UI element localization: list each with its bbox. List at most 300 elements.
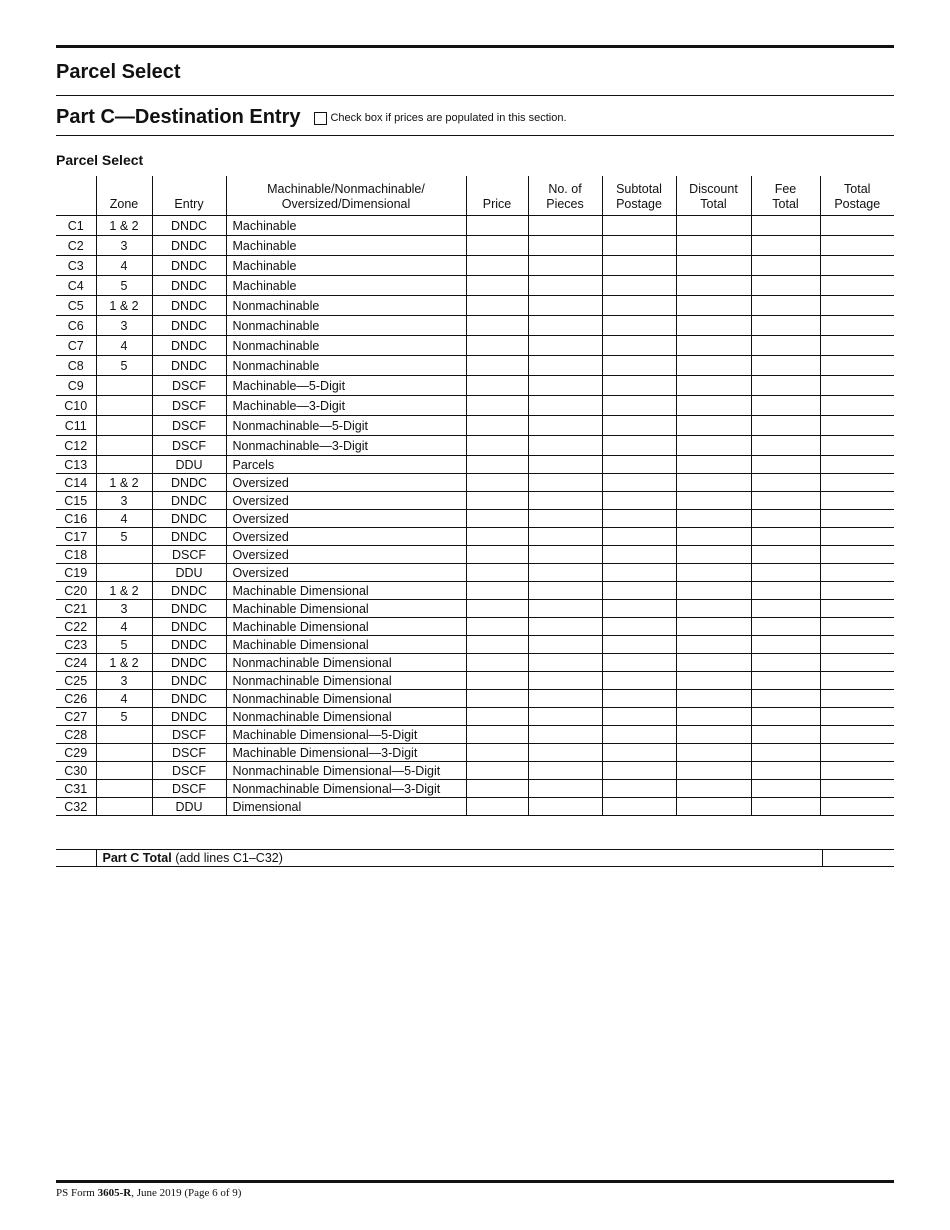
total-postage-field[interactable] bbox=[820, 492, 894, 510]
subtotal-postage-field[interactable] bbox=[602, 296, 676, 316]
discount-total-field[interactable] bbox=[676, 276, 751, 296]
discount-total-field[interactable] bbox=[676, 582, 751, 600]
subtotal-postage-field[interactable] bbox=[602, 744, 676, 762]
description-cell: Machinable bbox=[226, 236, 466, 256]
price-field[interactable] bbox=[466, 236, 528, 256]
line-number: C5 bbox=[56, 296, 96, 316]
price-field[interactable] bbox=[466, 376, 528, 396]
line-number: C24 bbox=[56, 654, 96, 672]
description-cell: Oversized bbox=[226, 546, 466, 564]
total-postage-field[interactable] bbox=[820, 456, 894, 474]
pieces-field[interactable] bbox=[528, 618, 602, 636]
line-number: C19 bbox=[56, 564, 96, 582]
pieces-field[interactable] bbox=[528, 296, 602, 316]
pieces-field[interactable] bbox=[528, 492, 602, 510]
description-cell: Nonmachinable Dimensional—3-Digit bbox=[226, 780, 466, 798]
pieces-field[interactable] bbox=[528, 726, 602, 744]
pieces-field[interactable] bbox=[528, 436, 602, 456]
discount-total-field[interactable] bbox=[676, 672, 751, 690]
total-postage-field[interactable] bbox=[820, 296, 894, 316]
entry-type-cell: DSCF bbox=[152, 744, 226, 762]
line-number: C17 bbox=[56, 528, 96, 546]
pieces-field[interactable] bbox=[528, 546, 602, 564]
prices-populated-checkbox[interactable] bbox=[314, 112, 566, 125]
total-postage-field[interactable] bbox=[820, 762, 894, 780]
discount-total-field[interactable] bbox=[676, 296, 751, 316]
discount-total-field[interactable] bbox=[676, 798, 751, 816]
fee-total-field[interactable] bbox=[751, 762, 820, 780]
fee-total-field[interactable] bbox=[751, 582, 820, 600]
discount-total-field[interactable] bbox=[676, 474, 751, 492]
fee-total-field[interactable] bbox=[751, 798, 820, 816]
subtotal-postage-field[interactable] bbox=[602, 528, 676, 546]
description-cell: Nonmachinable—5-Digit bbox=[226, 416, 466, 436]
total-postage-field[interactable] bbox=[820, 546, 894, 564]
total-postage-field[interactable] bbox=[820, 744, 894, 762]
price-field[interactable] bbox=[466, 316, 528, 336]
discount-total-field[interactable] bbox=[676, 216, 751, 236]
total-postage-field[interactable] bbox=[820, 336, 894, 356]
col-header-pieces: No. of Pieces bbox=[528, 176, 602, 216]
total-postage-field[interactable] bbox=[820, 600, 894, 618]
zone-cell bbox=[96, 396, 152, 416]
line-number: C20 bbox=[56, 582, 96, 600]
pieces-field[interactable] bbox=[528, 762, 602, 780]
price-field[interactable] bbox=[466, 600, 528, 618]
fee-total-field[interactable] bbox=[751, 690, 820, 708]
pieces-field[interactable] bbox=[528, 690, 602, 708]
line-number: C15 bbox=[56, 492, 96, 510]
price-field[interactable] bbox=[466, 456, 528, 474]
pieces-field[interactable] bbox=[528, 316, 602, 336]
entry-type-cell: DNDC bbox=[152, 618, 226, 636]
description-cell: Nonmachinable bbox=[226, 336, 466, 356]
section-title: Parcel Select bbox=[56, 152, 144, 168]
discount-total-field[interactable] bbox=[676, 396, 751, 416]
description-cell: Machinable bbox=[226, 216, 466, 236]
line-number: C25 bbox=[56, 672, 96, 690]
description-cell: Oversized bbox=[226, 474, 466, 492]
entry-type-cell: DSCF bbox=[152, 416, 226, 436]
total-postage-field[interactable] bbox=[820, 356, 894, 376]
table-row bbox=[56, 396, 894, 416]
zone-cell: 3 bbox=[96, 672, 152, 690]
table-row bbox=[56, 510, 894, 528]
description-cell: Oversized bbox=[226, 510, 466, 528]
entry-type-cell: DNDC bbox=[152, 636, 226, 654]
price-field[interactable] bbox=[466, 672, 528, 690]
fee-total-field[interactable] bbox=[751, 456, 820, 474]
total-postage-field[interactable] bbox=[820, 618, 894, 636]
total-postage-field[interactable] bbox=[820, 216, 894, 236]
description-cell: Machinable bbox=[226, 276, 466, 296]
pieces-field[interactable] bbox=[528, 216, 602, 236]
total-postage-field[interactable] bbox=[820, 708, 894, 726]
zone-cell bbox=[96, 744, 152, 762]
entry-type-cell: DNDC bbox=[152, 276, 226, 296]
fee-total-field[interactable] bbox=[751, 276, 820, 296]
fee-total-field[interactable] bbox=[751, 564, 820, 582]
discount-total-field[interactable] bbox=[676, 456, 751, 474]
page-title: Parcel Select bbox=[56, 61, 181, 83]
discount-total-field[interactable] bbox=[676, 528, 751, 546]
description-cell: Nonmachinable Dimensional bbox=[226, 654, 466, 672]
entry-type-cell: DNDC bbox=[152, 356, 226, 376]
discount-total-field[interactable] bbox=[676, 356, 751, 376]
line-number: C8 bbox=[56, 356, 96, 376]
subtotal-postage-field[interactable] bbox=[602, 726, 676, 744]
total-blank bbox=[56, 850, 96, 867]
total-postage-field[interactable] bbox=[820, 416, 894, 436]
line-number: C6 bbox=[56, 316, 96, 336]
zone-cell bbox=[96, 798, 152, 816]
line-number: C9 bbox=[56, 376, 96, 396]
zone-cell bbox=[96, 416, 152, 436]
fee-total-field[interactable] bbox=[751, 236, 820, 256]
pieces-field[interactable] bbox=[528, 564, 602, 582]
table-row bbox=[56, 316, 894, 336]
fee-total-field[interactable] bbox=[751, 744, 820, 762]
discount-total-field[interactable] bbox=[676, 236, 751, 256]
divider bbox=[56, 95, 894, 96]
fee-total-field[interactable] bbox=[751, 356, 820, 376]
zone-cell: 3 bbox=[96, 492, 152, 510]
discount-total-field[interactable] bbox=[676, 564, 751, 582]
pieces-field[interactable] bbox=[528, 708, 602, 726]
discount-total-field[interactable] bbox=[676, 762, 751, 780]
description-cell: Parcels bbox=[226, 456, 466, 474]
price-field[interactable] bbox=[466, 636, 528, 654]
pieces-field[interactable] bbox=[528, 474, 602, 492]
footer-form-number: 3605-R bbox=[97, 1187, 132, 1199]
subtotal-postage-field[interactable] bbox=[602, 436, 676, 456]
fee-total-field[interactable] bbox=[751, 256, 820, 276]
discount-total-field[interactable] bbox=[676, 600, 751, 618]
pieces-field[interactable] bbox=[528, 376, 602, 396]
line-number: C16 bbox=[56, 510, 96, 528]
total-postage-field[interactable] bbox=[820, 396, 894, 416]
price-field[interactable] bbox=[466, 744, 528, 762]
checkbox-box[interactable] bbox=[314, 112, 327, 125]
entry-type-cell: DSCF bbox=[152, 780, 226, 798]
discount-total-field[interactable] bbox=[676, 436, 751, 456]
entry-type-cell: DNDC bbox=[152, 492, 226, 510]
line-number: C21 bbox=[56, 600, 96, 618]
entry-type-cell: DSCF bbox=[152, 726, 226, 744]
price-field[interactable] bbox=[466, 296, 528, 316]
fee-total-field[interactable] bbox=[751, 316, 820, 336]
pieces-field[interactable] bbox=[528, 582, 602, 600]
table-row bbox=[56, 216, 894, 236]
line-number: C7 bbox=[56, 336, 96, 356]
subtotal-postage-field[interactable] bbox=[602, 474, 676, 492]
price-field[interactable] bbox=[466, 762, 528, 780]
total-postage-field[interactable] bbox=[820, 276, 894, 296]
total-label-bold: Part C Total bbox=[102, 851, 172, 865]
subtotal-postage-field[interactable] bbox=[602, 582, 676, 600]
price-field[interactable] bbox=[466, 396, 528, 416]
discount-total-field[interactable] bbox=[676, 546, 751, 564]
price-field[interactable] bbox=[466, 546, 528, 564]
pieces-field[interactable] bbox=[528, 416, 602, 436]
discount-total-field[interactable] bbox=[676, 744, 751, 762]
description-cell: Machinable Dimensional—5-Digit bbox=[226, 726, 466, 744]
line-number: C3 bbox=[56, 256, 96, 276]
pieces-field[interactable] bbox=[528, 236, 602, 256]
discount-total-field[interactable] bbox=[676, 708, 751, 726]
subtotal-postage-field[interactable] bbox=[602, 654, 676, 672]
pieces-field[interactable] bbox=[528, 744, 602, 762]
discount-total-field[interactable] bbox=[676, 336, 751, 356]
line-number: C14 bbox=[56, 474, 96, 492]
table-row bbox=[56, 356, 894, 376]
price-field[interactable] bbox=[466, 336, 528, 356]
pieces-field[interactable] bbox=[528, 356, 602, 376]
subtotal-postage-field[interactable] bbox=[602, 798, 676, 816]
subtotal-postage-field[interactable] bbox=[602, 416, 676, 436]
price-field[interactable] bbox=[466, 528, 528, 546]
subtotal-postage-field[interactable] bbox=[602, 690, 676, 708]
entry-type-cell: DDU bbox=[152, 798, 226, 816]
footer-rule bbox=[56, 1180, 894, 1183]
zone-cell bbox=[96, 726, 152, 744]
line-number: C12 bbox=[56, 436, 96, 456]
entry-type-cell: DNDC bbox=[152, 256, 226, 276]
discount-total-field[interactable] bbox=[676, 618, 751, 636]
price-field[interactable] bbox=[466, 780, 528, 798]
subtotal-postage-field[interactable] bbox=[602, 376, 676, 396]
subtotal-postage-field[interactable] bbox=[602, 708, 676, 726]
fee-total-field[interactable] bbox=[751, 636, 820, 654]
total-postage-field[interactable] bbox=[820, 256, 894, 276]
description-cell: Machinable Dimensional bbox=[226, 618, 466, 636]
zone-cell: 5 bbox=[96, 636, 152, 654]
total-postage-field[interactable] bbox=[820, 780, 894, 798]
discount-total-field[interactable] bbox=[676, 780, 751, 798]
zone-cell bbox=[96, 762, 152, 780]
fee-total-field[interactable] bbox=[751, 510, 820, 528]
zone-cell: 1 & 2 bbox=[96, 474, 152, 492]
discount-total-field[interactable] bbox=[676, 690, 751, 708]
subtotal-postage-field[interactable] bbox=[602, 762, 676, 780]
total-postage-field[interactable] bbox=[820, 528, 894, 546]
table-row bbox=[56, 600, 894, 618]
table-row bbox=[56, 474, 894, 492]
table-row bbox=[56, 654, 894, 672]
price-field[interactable] bbox=[466, 492, 528, 510]
subtotal-postage-field[interactable] bbox=[602, 546, 676, 564]
total-postage-field[interactable] bbox=[820, 510, 894, 528]
fee-total-field[interactable] bbox=[751, 528, 820, 546]
total-postage-field[interactable] bbox=[820, 726, 894, 744]
form-footer bbox=[56, 1187, 241, 1199]
description-cell: Nonmachinable bbox=[226, 356, 466, 376]
price-field[interactable] bbox=[466, 216, 528, 236]
pieces-field[interactable] bbox=[528, 256, 602, 276]
subtotal-postage-field[interactable] bbox=[602, 672, 676, 690]
pieces-field[interactable] bbox=[528, 798, 602, 816]
total-postage-field[interactable] bbox=[820, 672, 894, 690]
subtotal-postage-field[interactable] bbox=[602, 236, 676, 256]
table-row bbox=[56, 276, 894, 296]
subtotal-postage-field[interactable] bbox=[602, 316, 676, 336]
fee-total-field[interactable] bbox=[751, 618, 820, 636]
pieces-field[interactable] bbox=[528, 336, 602, 356]
entry-type-cell: DNDC bbox=[152, 236, 226, 256]
line-number: C13 bbox=[56, 456, 96, 474]
table-row bbox=[56, 416, 894, 436]
subtotal-postage-field[interactable] bbox=[602, 492, 676, 510]
fee-total-field[interactable] bbox=[751, 216, 820, 236]
price-field[interactable] bbox=[466, 510, 528, 528]
price-field[interactable] bbox=[466, 654, 528, 672]
price-field[interactable] bbox=[466, 582, 528, 600]
fee-total-field[interactable] bbox=[751, 296, 820, 316]
subtotal-postage-field[interactable] bbox=[602, 780, 676, 798]
discount-total-field[interactable] bbox=[676, 636, 751, 654]
price-field[interactable] bbox=[466, 618, 528, 636]
entry-type-cell: DNDC bbox=[152, 528, 226, 546]
total-postage-field[interactable] bbox=[820, 690, 894, 708]
total-postage-field[interactable] bbox=[820, 798, 894, 816]
subtotal-postage-field[interactable] bbox=[602, 456, 676, 474]
pieces-field[interactable] bbox=[528, 780, 602, 798]
zone-cell: 3 bbox=[96, 236, 152, 256]
line-number: C27 bbox=[56, 708, 96, 726]
zone-cell bbox=[96, 564, 152, 582]
total-postage-field[interactable] bbox=[820, 636, 894, 654]
total-postage-field[interactable] bbox=[820, 654, 894, 672]
table-row bbox=[56, 456, 894, 474]
fee-total-field[interactable] bbox=[751, 376, 820, 396]
subtotal-postage-field[interactable] bbox=[602, 636, 676, 654]
subtotal-postage-field[interactable] bbox=[602, 600, 676, 618]
zone-cell: 5 bbox=[96, 528, 152, 546]
pieces-field[interactable] bbox=[528, 672, 602, 690]
fee-total-field[interactable] bbox=[751, 396, 820, 416]
pieces-field[interactable] bbox=[528, 456, 602, 474]
table-row bbox=[56, 780, 894, 798]
pieces-field[interactable] bbox=[528, 396, 602, 416]
pieces-field[interactable] bbox=[528, 276, 602, 296]
price-field[interactable] bbox=[466, 708, 528, 726]
discount-total-field[interactable] bbox=[676, 492, 751, 510]
fee-total-field[interactable] bbox=[751, 416, 820, 436]
price-field[interactable] bbox=[466, 798, 528, 816]
total-postage-field[interactable] bbox=[820, 582, 894, 600]
total-postage-field[interactable] bbox=[820, 236, 894, 256]
entry-type-cell: DNDC bbox=[152, 690, 226, 708]
subtotal-postage-field[interactable] bbox=[602, 256, 676, 276]
total-postage-field[interactable] bbox=[820, 564, 894, 582]
subtotal-postage-field[interactable] bbox=[602, 356, 676, 376]
line-number: C10 bbox=[56, 396, 96, 416]
fee-total-field[interactable] bbox=[751, 336, 820, 356]
table-row bbox=[56, 546, 894, 564]
fee-total-field[interactable] bbox=[751, 546, 820, 564]
price-field[interactable] bbox=[466, 256, 528, 276]
zone-cell: 5 bbox=[96, 708, 152, 726]
checkbox-label: Check box if prices are populated in this section. bbox=[330, 112, 567, 124]
fee-total-field[interactable] bbox=[751, 654, 820, 672]
table-row bbox=[56, 296, 894, 316]
subtotal-postage-field[interactable] bbox=[602, 564, 676, 582]
subtotal-postage-field[interactable] bbox=[602, 216, 676, 236]
subtotal-postage-field[interactable] bbox=[602, 510, 676, 528]
subtotal-postage-field[interactable] bbox=[602, 396, 676, 416]
total-postage-field[interactable] bbox=[820, 316, 894, 336]
pieces-field[interactable] bbox=[528, 510, 602, 528]
price-field[interactable] bbox=[466, 564, 528, 582]
subtotal-postage-field[interactable] bbox=[602, 618, 676, 636]
discount-total-field[interactable] bbox=[676, 726, 751, 744]
description-cell: Nonmachinable bbox=[226, 296, 466, 316]
total-postage-field[interactable] bbox=[820, 474, 894, 492]
pieces-field[interactable] bbox=[528, 528, 602, 546]
table-row bbox=[56, 256, 894, 276]
fee-total-field[interactable] bbox=[751, 780, 820, 798]
price-field[interactable] bbox=[466, 276, 528, 296]
description-cell: Oversized bbox=[226, 528, 466, 546]
table-row bbox=[56, 636, 894, 654]
discount-total-field[interactable] bbox=[676, 416, 751, 436]
price-field[interactable] bbox=[466, 436, 528, 456]
table-row bbox=[56, 672, 894, 690]
price-field[interactable] bbox=[466, 690, 528, 708]
price-field[interactable] bbox=[466, 726, 528, 744]
fee-total-field[interactable] bbox=[751, 600, 820, 618]
fee-total-field[interactable] bbox=[751, 436, 820, 456]
fee-total-field[interactable] bbox=[751, 474, 820, 492]
subtotal-postage-field[interactable] bbox=[602, 336, 676, 356]
description-cell: Machinable Dimensional bbox=[226, 582, 466, 600]
part-header bbox=[56, 103, 567, 131]
fee-total-field[interactable] bbox=[751, 726, 820, 744]
pieces-field[interactable] bbox=[528, 636, 602, 654]
part-c-total-field[interactable] bbox=[822, 850, 894, 867]
entry-type-cell: DSCF bbox=[152, 376, 226, 396]
total-postage-field[interactable] bbox=[820, 376, 894, 396]
fee-total-field[interactable] bbox=[751, 492, 820, 510]
entry-type-cell: DNDC bbox=[152, 216, 226, 236]
discount-total-field[interactable] bbox=[676, 510, 751, 528]
total-postage-field[interactable] bbox=[820, 436, 894, 456]
subtotal-postage-field[interactable] bbox=[602, 276, 676, 296]
top-rule bbox=[56, 45, 894, 48]
zone-cell bbox=[96, 436, 152, 456]
zone-cell: 4 bbox=[96, 618, 152, 636]
col-header-line bbox=[56, 176, 96, 216]
table-row bbox=[56, 726, 894, 744]
zone-cell: 1 & 2 bbox=[96, 582, 152, 600]
description-cell: Nonmachinable Dimensional bbox=[226, 672, 466, 690]
entry-type-cell: DSCF bbox=[152, 546, 226, 564]
discount-total-field[interactable] bbox=[676, 376, 751, 396]
price-field[interactable] bbox=[466, 474, 528, 492]
line-number: C22 bbox=[56, 618, 96, 636]
fee-total-field[interactable] bbox=[751, 708, 820, 726]
pieces-field[interactable] bbox=[528, 600, 602, 618]
price-field[interactable] bbox=[466, 416, 528, 436]
price-field[interactable] bbox=[466, 356, 528, 376]
discount-total-field[interactable] bbox=[676, 654, 751, 672]
fee-total-field[interactable] bbox=[751, 672, 820, 690]
line-number: C18 bbox=[56, 546, 96, 564]
discount-total-field[interactable] bbox=[676, 256, 751, 276]
discount-total-field[interactable] bbox=[676, 316, 751, 336]
line-number: C23 bbox=[56, 636, 96, 654]
pieces-field[interactable] bbox=[528, 654, 602, 672]
